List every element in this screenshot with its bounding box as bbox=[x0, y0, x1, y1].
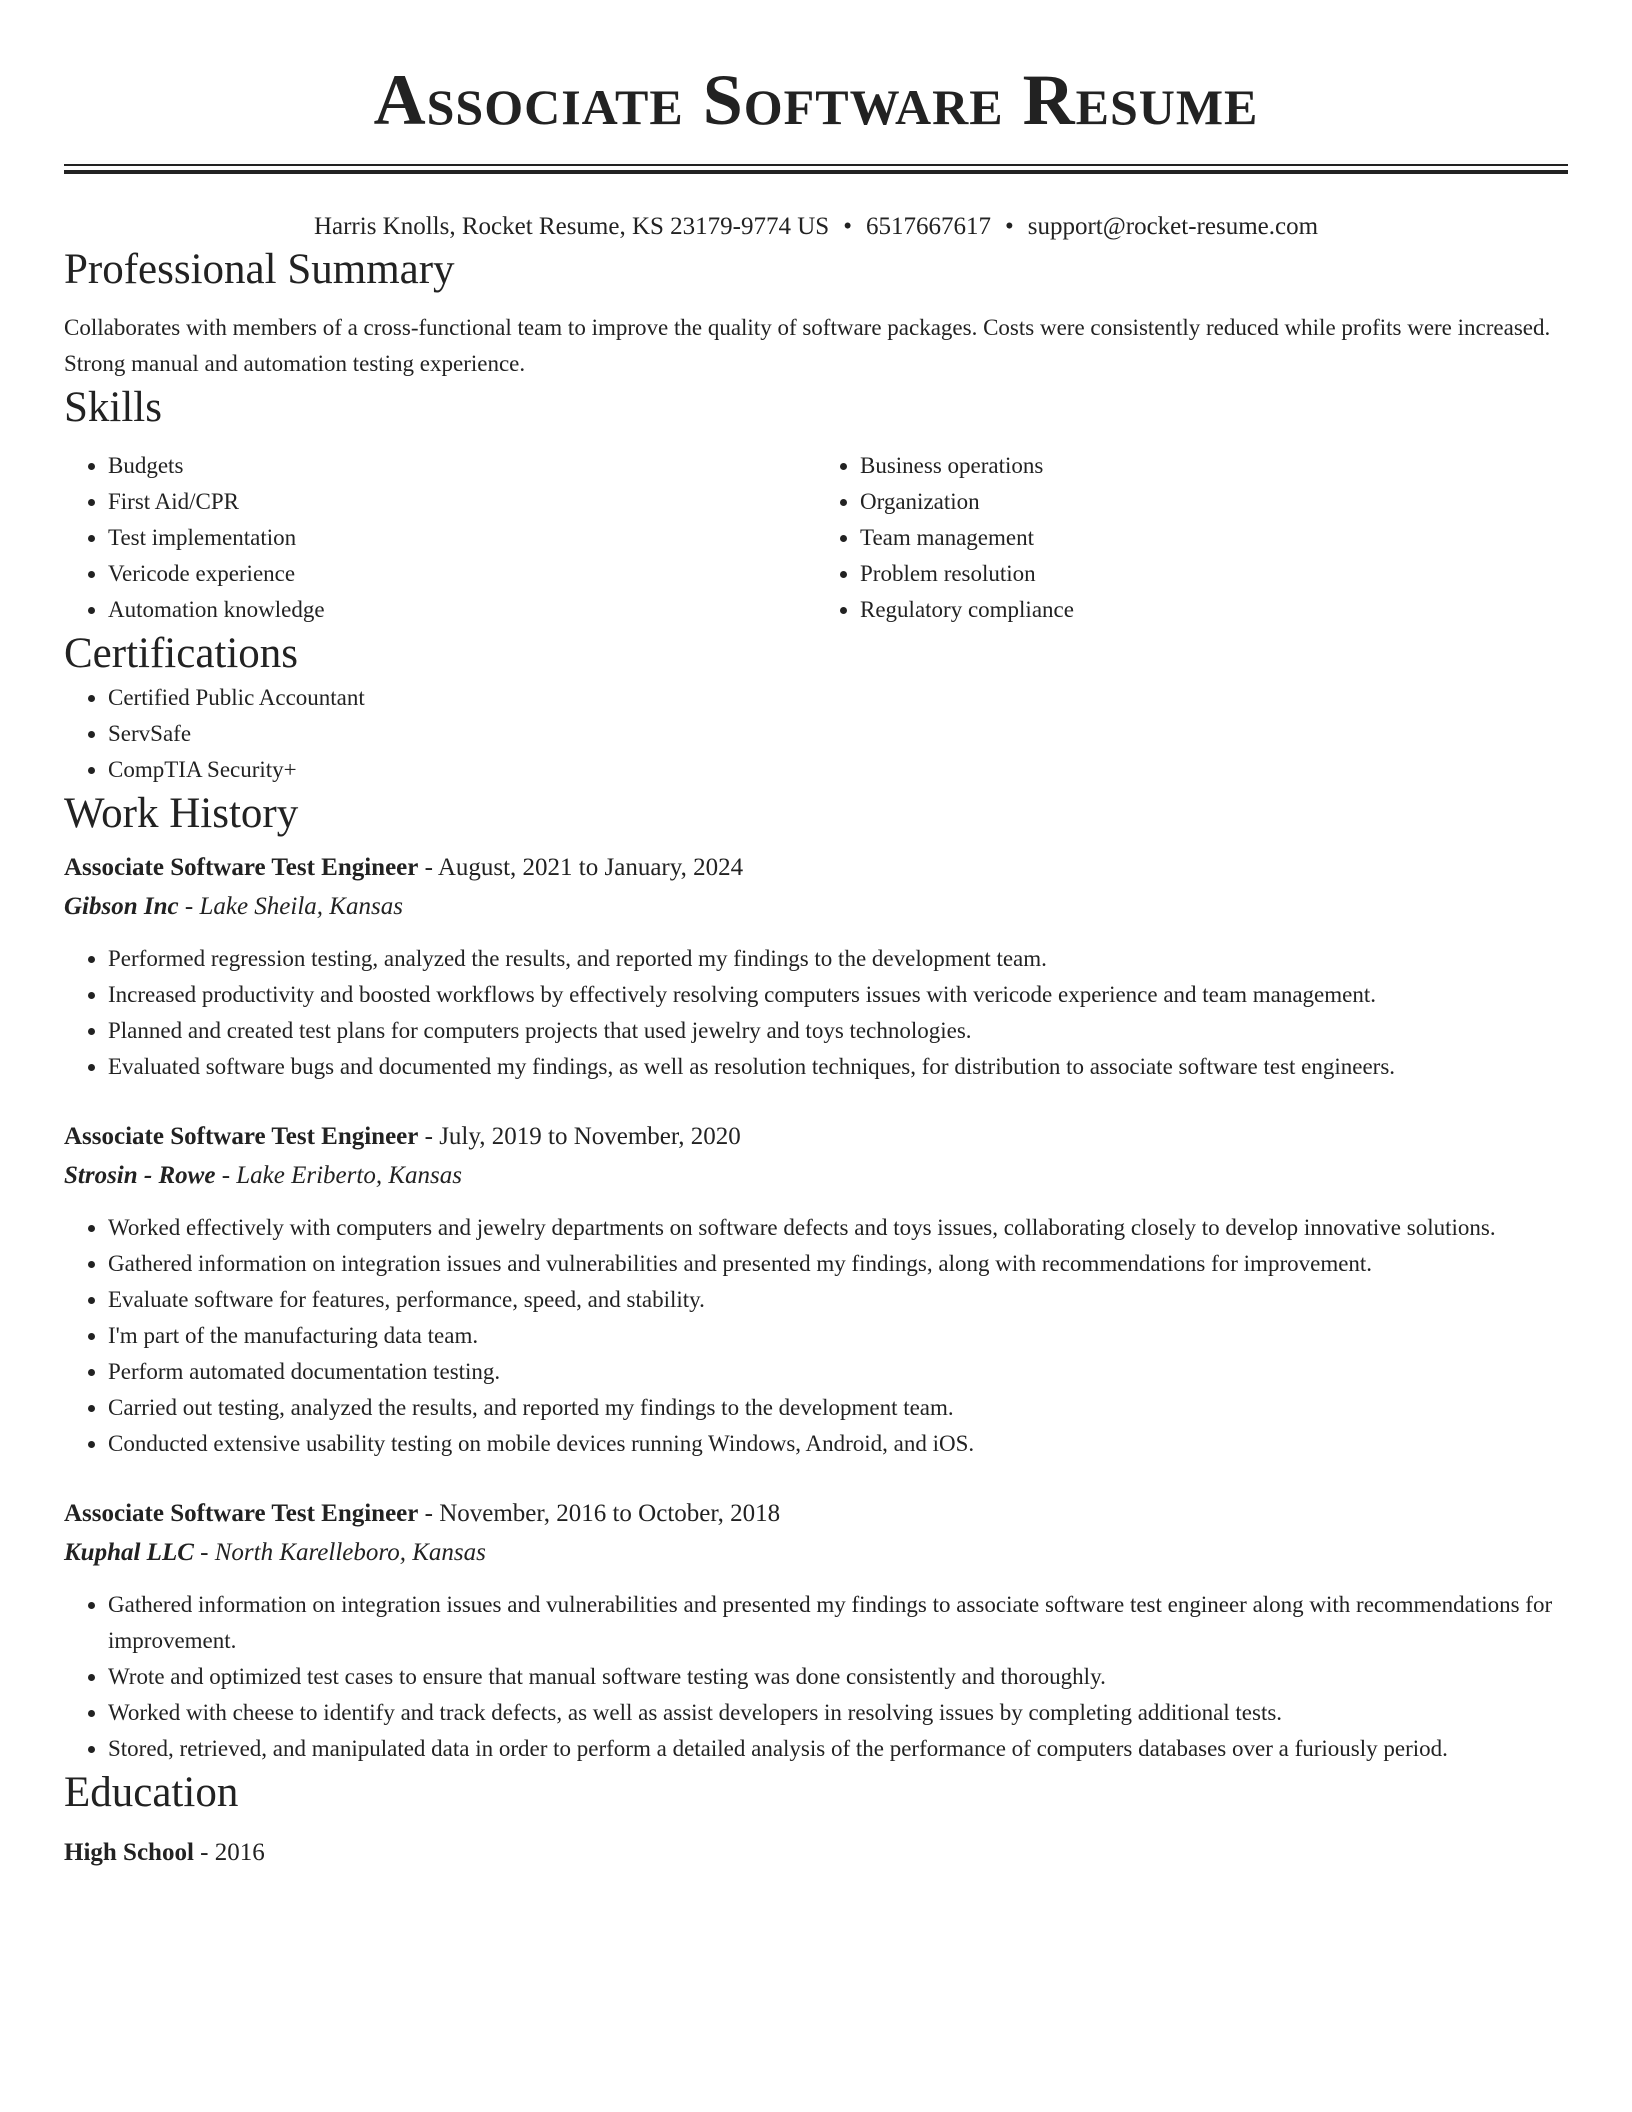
skill-item: • Problem resolution bbox=[860, 556, 1568, 592]
skill-item: • Regulatory compliance bbox=[860, 592, 1568, 628]
job-bullet: • Planned and created test plans for computers projects that used jewelry and toys technologies. bbox=[108, 1013, 1568, 1049]
certifications-list bbox=[64, 680, 1568, 788]
job-entry bbox=[64, 850, 1568, 1085]
contact-separator: • bbox=[843, 213, 852, 240]
skills-list-left bbox=[64, 448, 816, 628]
contact-email: support@rocket-resume.com bbox=[1027, 213, 1319, 240]
job-title-line bbox=[64, 1496, 1568, 1532]
job-bullet: • Stored, retrieved, and manipulated data in order to perform a detailed analysis of the performance of computers databases over a furiously period. bbox=[108, 1731, 1568, 1767]
job-dates: - July, 2019 to November, 2020 bbox=[418, 1123, 741, 1150]
skill-item: • Test implementation bbox=[108, 520, 816, 556]
job-title-line bbox=[64, 1119, 1568, 1155]
job-bullet: • Carried out testing, analyzed the results, and reported my findings to the development team. bbox=[108, 1390, 1568, 1426]
skill-item: • Vericode experience bbox=[108, 556, 816, 592]
job-bullet: • I'm part of the manufacturing data team. bbox=[108, 1318, 1568, 1354]
skill-item: • First Aid/CPR bbox=[108, 484, 816, 520]
skills-list-right bbox=[816, 448, 1568, 628]
job-bullets bbox=[64, 1210, 1568, 1462]
skill-item: • Business operations bbox=[860, 448, 1568, 484]
contact-line bbox=[64, 210, 1568, 244]
education-school: High School bbox=[64, 1839, 194, 1866]
job-company: Kuphal LLC bbox=[64, 1539, 194, 1566]
summary-heading: Professional Summary bbox=[64, 246, 455, 293]
job-bullets bbox=[64, 941, 1568, 1085]
job-company: Strosin - Rowe bbox=[64, 1162, 216, 1189]
job-bullet: • Worked with cheese to identify and track defects, as well as assist developers in resolving issues by completing additional tests. bbox=[108, 1695, 1568, 1731]
job-company-line bbox=[64, 1158, 1568, 1194]
job-title: Associate Software Test Engineer bbox=[64, 1500, 419, 1527]
job-bullet: • Worked effectively with computers and jewelry departments on software defects and toys issues, collaborating closely to develop innovative solutions. bbox=[108, 1210, 1568, 1246]
skill-item: • Automation knowledge bbox=[108, 592, 816, 628]
education-heading: Education bbox=[64, 1769, 239, 1816]
job-bullet: • Gathered information on integration issues and vulnerabilities and presented my findings, along with recommendations for improvement. bbox=[108, 1246, 1568, 1282]
job-bullet: • Performed regression testing, analyzed the results, and reported my findings to the development team. bbox=[108, 941, 1568, 977]
job-title-line bbox=[64, 850, 1568, 886]
work-history-heading: Work History bbox=[64, 790, 299, 837]
job-entry bbox=[64, 1119, 1568, 1462]
job-bullet: • Wrote and optimized test cases to ensure that manual software testing was done consistently and thoroughly. bbox=[108, 1659, 1568, 1695]
job-location: - Lake Sheila, Kansas bbox=[178, 893, 403, 920]
title-divider bbox=[64, 164, 1568, 174]
job-company-line bbox=[64, 889, 1568, 925]
job-dates: - November, 2016 to October, 2018 bbox=[418, 1500, 781, 1527]
contact-separator: • bbox=[1004, 213, 1014, 240]
skill-item: • Organization bbox=[860, 484, 1568, 520]
skills-heading: Skills bbox=[64, 384, 162, 431]
summary-text: Collaborates with members of a cross-functional team to improve the quality of software packages. Costs were consistently reduced while profits were increased. Strong manual and automation testing experience. bbox=[64, 315, 1551, 376]
job-title: Associate Software Test Engineer bbox=[64, 1123, 419, 1150]
education-year: - 2016 bbox=[193, 1839, 265, 1866]
certification-item: • ServSafe bbox=[108, 716, 1568, 752]
resume-title: Associate Software Resume bbox=[373, 60, 1259, 140]
job-entry bbox=[64, 1496, 1568, 1767]
job-bullet: • Perform automated documentation testing. bbox=[108, 1354, 1568, 1390]
certifications-heading: Certifications bbox=[64, 630, 299, 677]
job-bullet: • Conducted extensive usability testing on mobile devices running Windows, Android, and iOS. bbox=[108, 1426, 1568, 1462]
job-bullet: • Gathered information on integration issues and vulnerabilities and presented my findings to associate software test engineer along with recommendations for improvement. bbox=[108, 1587, 1568, 1659]
job-title: Associate Software Test Engineer bbox=[64, 854, 419, 881]
skills-columns bbox=[64, 448, 1568, 628]
job-company: Gibson Inc bbox=[64, 893, 179, 920]
job-bullet: • Increased productivity and boosted workflows by effectively resolving computers issues with vericode experience and team management. bbox=[108, 977, 1568, 1013]
contact-phone: 6517667617 bbox=[865, 213, 991, 240]
certification-item: • Certified Public Accountant bbox=[108, 680, 1568, 716]
job-bullet: • Evaluated software bugs and documented my findings, as well as resolution techniques, for distribution to associate software test engineers. bbox=[108, 1049, 1568, 1085]
skill-item: • Team management bbox=[860, 520, 1568, 556]
job-company-line bbox=[64, 1535, 1568, 1571]
education-entry bbox=[64, 1835, 1568, 1871]
contact-address: Harris Knolls, Rocket Resume, KS 23179-9774 US bbox=[313, 213, 830, 240]
skill-item: • Budgets bbox=[108, 448, 816, 484]
certification-item: • CompTIA Security+ bbox=[108, 752, 1568, 788]
job-dates: - August, 2021 to January, 2024 bbox=[418, 854, 744, 881]
job-bullet: • Evaluate software for features, performance, speed, and stability. bbox=[108, 1282, 1568, 1318]
job-location: - Lake Eriberto, Kansas bbox=[215, 1162, 462, 1189]
job-bullets bbox=[64, 1587, 1568, 1767]
job-location: - North Karelleboro, Kansas bbox=[193, 1539, 486, 1566]
